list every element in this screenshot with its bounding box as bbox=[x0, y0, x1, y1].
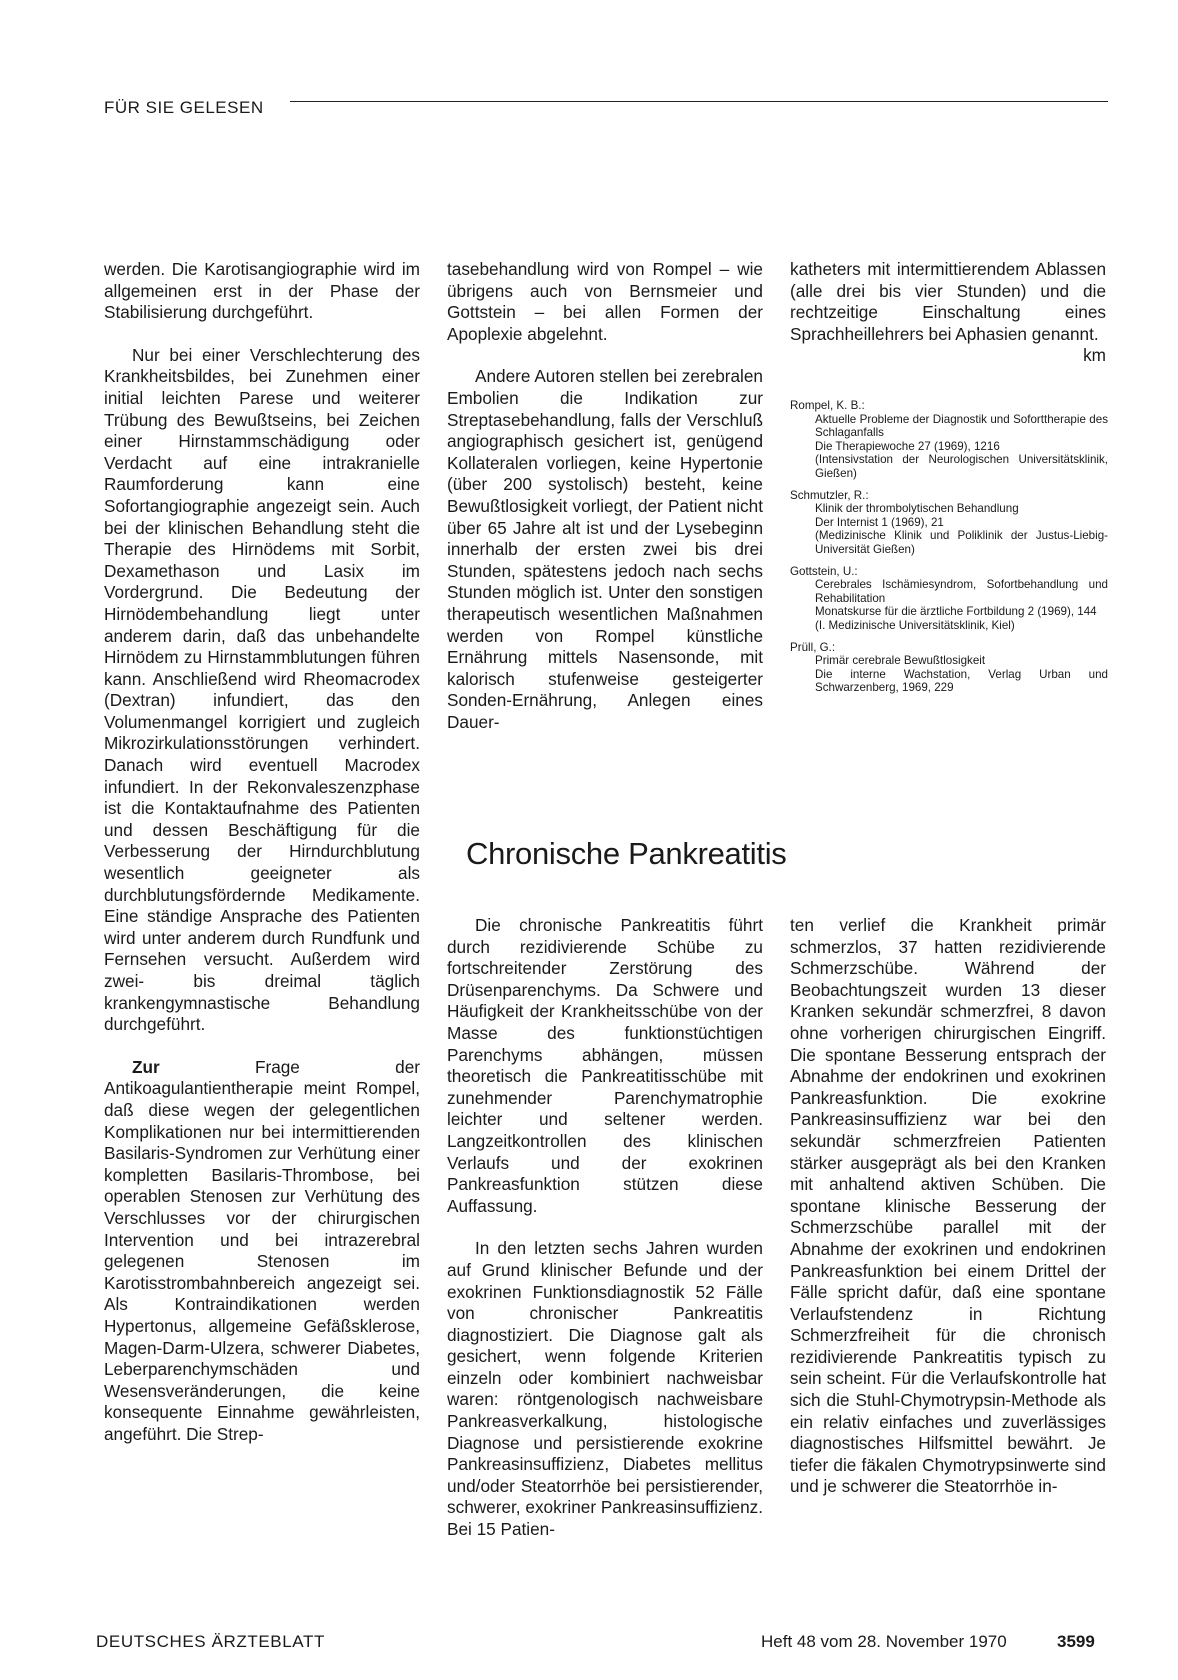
reference-line: Primär cerebrale Bewußtlosigkeit bbox=[815, 654, 986, 668]
reference-author: Gottstein, U.: bbox=[790, 564, 858, 578]
paragraph: In den letzten sechs Jahren wurden auf Grund klinischer Befunde und der exokrinen Funktionsdiagnostik 52 Fälle von chronischer Pankreatitis diagnostiziert. Die Diagnose galt als gesichert, wenn folgende Kriterien einzeln oder kombiniert nachweisbar waren: röntgenologisch nachweisbare Pankreasverkalkung, histologische Diagnose und persistierende exokrine Pankreasinsuffizienz, Diabetes mellitus und/oder Steatorrhöe bei persistierender, schwerer, exokriner Pankreasinsuffizienz. Bei 15 Patien- bbox=[447, 1238, 763, 1540]
paragraph-text: katheters mit intermittierendem Ablassen (alle drei bis vier Stunden) und die rechtzeitige Einschaltung eines Sprachheillehrers bei Aphasien genannt. bbox=[790, 259, 1106, 344]
article-column-2 bbox=[790, 915, 1106, 1498]
paragraph bbox=[790, 259, 1106, 366]
reference-author: Prüll, G.: bbox=[790, 640, 836, 654]
header-rule bbox=[290, 101, 1108, 102]
paragraph: tasebehandlung wird von Rompel – wie übrigens auch von Bernsmeier und Gottstein – bei allen Formen der Apoplexie abgelehnt. bbox=[447, 259, 763, 344]
reference-author: Schmutzler, R.: bbox=[790, 488, 869, 502]
reference-line: Aktuelle Probleme der Diagnostik und Soforttherapie des Schlaganfalls bbox=[815, 412, 1108, 440]
reference-line: Klinik der thrombolytischen Behandlung bbox=[815, 502, 1019, 516]
reference-entry bbox=[790, 489, 1108, 557]
paragraph-text: Frage der Antikoagulantientherapie meint Rompel, daß diese wegen der gelegentlichen Komplikationen nur bei intermittierenden Basilaris-Syndromen zur Verhütung einer kompletten Basilaris-Thrombose, bei operablen Stenosen zur Verhütung des Verschlusses vor der chirurgischen Intervention und bei intrazerebral gelegenen Stenosen im Karotisstrombahnbereich angezeigt sei. Als Kontraindikationen werden Hypertonus, allgemeine Gefäßsklerose, Magen-Darm-Ulzera, schwerer Diabetes, Leberparenchymschäden und Wesensveränderungen, die keine konsequente Einnahme gewährleisten, angeführt. Die Strep- bbox=[104, 1056, 420, 1444]
reference-entry bbox=[790, 399, 1108, 481]
paragraph: Nur bei einer Verschlechterung des Krankheitsbildes, bei Zunehmen einer initial leichten Parese und weiterer Trübung des Bewußtseins, bei Zeichen einer Hirnstammschädigung oder Verdacht auf eine intrakranielle Raumforderung kann eine Sofortangiographie angezeigt sein. Auch bei der klinischen Behandlung steht die Therapie des Hirnödems mit Sorbit, Dexamethason und Lasix im Vordergrund. Die Bedeutung der Hirnödembehandlung liegt unter anderem darin, daß das unbehandelte Hirnödem zu Hirnstammblutungen führen kann. Anschließend wird Rheomacrodex (Dextran) infundiert, das den Volumenmangel korrigiert und zugleich Mikrozirkulationsstörungen verhindert. Danach wird eventuell Macrodex infundiert. In der Rekonvaleszenzphase ist die Kontaktaufnahme des Patienten und dessen Beschäftigung für die Verbesserung der Hirndurchblutung wesentlich geeigneter als durchblutungsfördernde Medikamente. Eine ständige Ansprache des Patienten wird unter anderem durch Rundfunk und Fernsehen versucht. Außerdem wird zwei- bis dreimal täglich krankengymnastische Behandlung durchgeführt. bbox=[104, 344, 420, 1035]
paragraph: ten verlief die Krankheit primär schmerzlos, 37 hatten rezidivierende Schmerzschübe. Während der Beobachtungszeit wurden 13 dieser Kranken sekundär schmerzfrei, 8 davon ohne vorherigen chirurgischen Eingriff. Die spontane Besserung entsprach der Abnahme der endokrinen und exokrinen Pankreasfunktion. Die exokrine Pankreasinsuffizienz war bei den sekundär schmerzfreien Patienten stärker ausgeprägt als bei den Kranken mit anhaltend aktiven Schüben. Die spontane klinische Besserung der Schmerzschübe parallel mit der Abnahme der exokrinen und endokrinen Pankreasfunktion bei einem Drittel der Fälle spricht dafür, daß eine spontane Verlaufstendenz in Richtung Schmerzfreiheit für die chronisch rezidivierende Pankreatitis typisch zu sein scheint. Für die Verlaufskontrolle hat sich die Stuhl-Chymotrypsin-Methode als ein relativ einfaches und zuverlässiges diagnostisches Hilfsmittel bewährt. Je tiefer die fäkalen Chymotrypsinwerte sind und je schwerer die Steatorrhöe in- bbox=[790, 915, 1106, 1497]
paragraph: werden. Die Karotisangiographie wird im allgemeinen erst in der Phase der Stabilisierung durchgeführt. bbox=[104, 259, 420, 323]
article-column-1 bbox=[447, 915, 763, 1541]
reference-line: (Intensivstation der Neurologischen Universitätsklinik, Gießen) bbox=[815, 453, 1108, 480]
reference-line: Die Therapiewoche 27 (1969), 1216 bbox=[815, 439, 1000, 453]
reference-line: (Medizinische Klinik und Poliklinik der Justus-Liebig-Universität Gießen) bbox=[815, 529, 1108, 556]
reference-entry bbox=[790, 641, 1108, 695]
reference-entry bbox=[790, 565, 1108, 633]
reference-line: Der Internist 1 (1969), 21 bbox=[815, 515, 944, 529]
paragraph-lead-word: Zur bbox=[132, 1056, 160, 1077]
reference-list bbox=[790, 399, 1108, 703]
reference-line: Monatskurse für die ärztliche Fortbildung 2 (1969), 144 bbox=[815, 605, 1097, 619]
column-2 bbox=[447, 259, 763, 733]
paragraph: Andere Autoren stellen bei zerebralen Embolien die Indikation zur Streptasebehandlung, falls der Verschluß angiographisch gesichert ist, genügend Kollateralen vorliegen, keine Hypertonie (über 200 systolisch) besteht, keine Bewußtlosigkeit vorliegt, der Patient nicht über 65 Jahre alt ist und der Lysebeginn innerhalb der ersten zwei bis drei Stunden, spätestens jedoch nach sechs Stunden möglich ist. Unter den sonstigen therapeutisch wesentlichen Maßnahmen werden von Rompel künstliche Ernährung mittels Nasensonde, mit kalorisch stufenweise gesteigerter Sonden-Ernährung, Anlegen eines Dauer- bbox=[447, 366, 763, 732]
column-3 bbox=[790, 259, 1106, 367]
paragraph: Die chronische Pankreatitis führt durch rezidivierende Schübe zu fortschreitender Zerstörung des Drüsenparenchyms. Da Schwere und Häufigkeit der Krankheitsschübe von der Masse des funktionstüchtigen Parenchyms abhängen, müssen theoretisch die Pankreatitisschübe mit zunehmender Parenchymatrophie leichter und seltener werden. Langzeitkontrollen des klinischen Verlaufs und der exokrinen Pankreasfunktion stützen diese Auffassung. bbox=[447, 915, 763, 1216]
author-signature: km bbox=[1083, 345, 1106, 366]
section-label: FÜR SIE GELESEN bbox=[104, 98, 264, 117]
article-title: Chronische Pankreatitis bbox=[466, 836, 787, 871]
issue-date: Heft 48 vom 28. November 1970 bbox=[761, 1632, 1007, 1651]
paragraph bbox=[104, 1057, 420, 1446]
column-1 bbox=[104, 259, 420, 1445]
reference-line: (I. Medizinische Universitätsklinik, Kiel) bbox=[815, 618, 1015, 632]
page-number: 3599 bbox=[1057, 1632, 1095, 1651]
reference-line: Cerebrales Ischämiesyndrom, Sofortbehandlung und Rehabilitation bbox=[815, 578, 1108, 605]
reference-author: Rompel, K. B.: bbox=[790, 399, 865, 412]
reference-line: Die interne Wachstation, Verlag Urban und Schwarzenberg, 1969, 229 bbox=[815, 667, 1108, 695]
publication-name: DEUTSCHES ÄRZTEBLATT bbox=[96, 1632, 325, 1651]
